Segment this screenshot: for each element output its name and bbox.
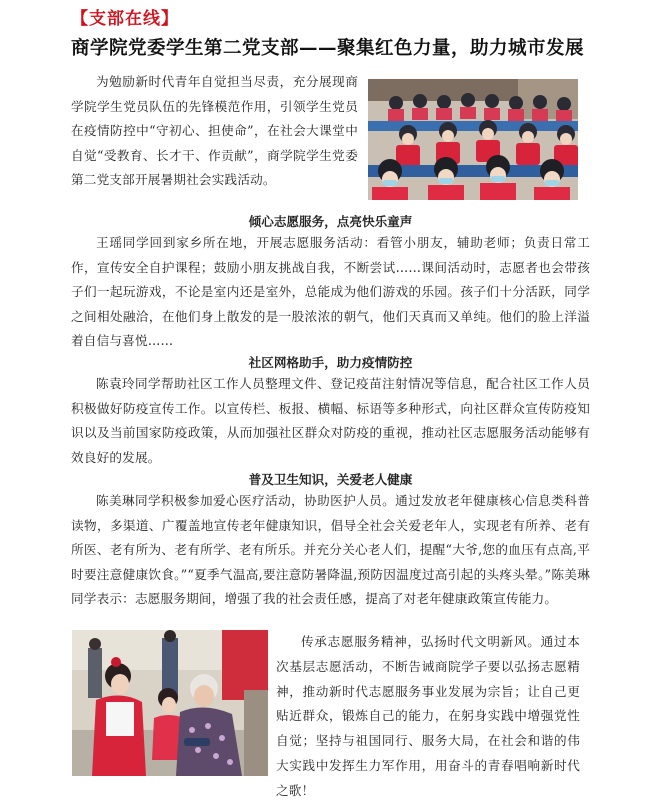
elderly-care-photo xyxy=(72,630,268,776)
intro-paragraph: 为勉励新时代青年自觉担当尽责，充分展现商学院学生党员队伍的先锋模范作用，引领学生党员在疫情防控中“守初心、担使命”，在社会大课堂中自觉“受教育、长才干、作贡献”，商学院学生党委第二党支部开展暑期社会实践活动。 xyxy=(71,74,358,187)
section-heading-1: 倾心志愿服务，点亮快乐童声 xyxy=(248,214,413,229)
section-body-2: 陈袁玲同学帮助社区工作人员整理文件、登记疫苗注射情况等信息，配合社区工作人员积极做好防疫宣传工作。以宣传栏、板报、横幅、标语等多种形式，向社区群众宣传防疫知识以及当前国家防疫政策，从而加强社区群众对防疫的重视，推动社区志愿服务活动能够有效良好的发展。 xyxy=(71,376,590,465)
section-heading-3: 普及卫生知识，关爱老人健康 xyxy=(248,472,413,487)
section-body-3: 陈美琳同学积极参加爱心医疗活动，协助医护人员。通过发放老年健康核心信息类科普读物，多渠道、广覆盖地宣传老年健康知识，倡导全社会关爱老年人，实现老有所养、老有所医、老有所为、老有所学、老有所乐。并充分关心老人们，提醒“大爷,您的血压有点高,平时要注意健康饮食。”“夏季气温高,要注意防暑降温,预防因温度过高引起的头疼头晕。”陈美琳同学表示：志愿服务期间，增强了我的社会责任感，提高了对老年健康政策宣传能力。 xyxy=(71,493,590,606)
section-tag: 【支部在线】 xyxy=(71,9,179,29)
section-body-1: 王瑶同学回到家乡所在地，开展志愿服务活动：看管小朋友，辅助老师；负责日常工作，宣传安全自护课程；鼓励小朋友挑战自我，不断尝试……课间活动时，志愿者也会带孩子们一起玩游戏，不论是室内还是室外，总能成为他们游戏的乐园。孩子们十分活跃，同学之间相处融洽，在他们身上散发的是一股浓浓的朝气，他们天真而又单纯。他们的脸上洋溢着自信与喜悦…… xyxy=(71,235,590,348)
classroom-photo xyxy=(368,79,578,200)
section-heading-2: 社区网格助手，助力疫情防控 xyxy=(248,355,413,370)
article-title: 商学院党委学生第二党支部——聚集红色力量，助力城市发展 xyxy=(71,38,585,59)
closing-paragraph: 传承志愿服务精神，弘扬时代文明新风。通过本次基层志愿活动，不断告诫商院学子要以弘扬志愿精神，推动新时代志愿服务事业发展为宗旨；让自己更贴近群众，锻炼自己的能力，在躬身实践中增强党性自觉；坚持与祖国同行、服务大局，在社会和谐的伟大实践中发挥生力军作用，用奋斗的青春唱响新时代之歌！ xyxy=(276,634,580,798)
